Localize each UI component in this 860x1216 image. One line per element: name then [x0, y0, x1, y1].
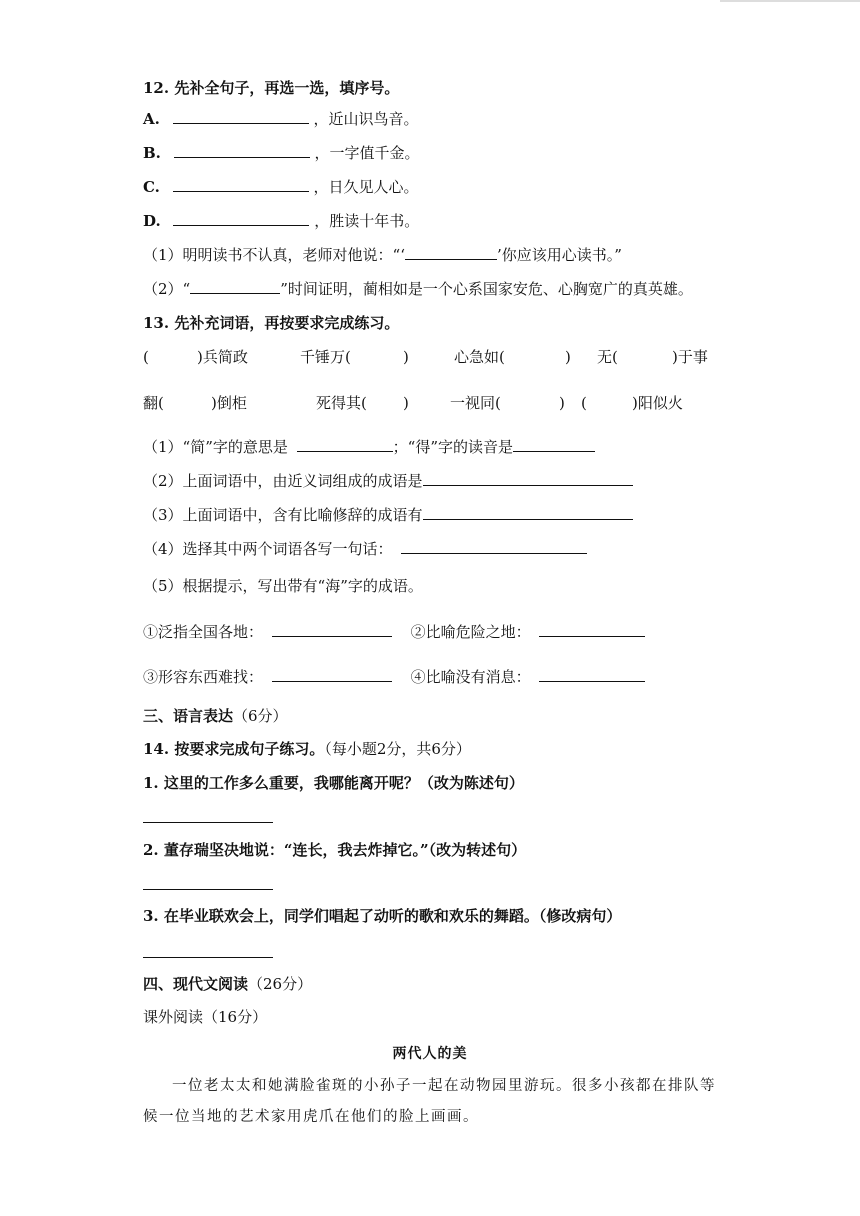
idiom-part: )兵简政: [197, 348, 248, 366]
answer-blank[interactable]: [513, 437, 595, 452]
q13-sub2-text: （2）上面词语中，由近义词组成的成语是: [143, 472, 423, 490]
q12-sub2: [143, 279, 693, 299]
q13-sub1: [143, 437, 595, 457]
answer-blank[interactable]: [423, 471, 633, 486]
q14-title: 14. 按要求完成句子练习。: [143, 740, 325, 758]
idiom-part: 无(: [597, 348, 618, 366]
answer-line[interactable]: [143, 957, 273, 958]
q13-hint-row-1: [143, 622, 645, 642]
story-title: 两代人的美: [392, 1046, 468, 1062]
q12-item-a: [143, 109, 418, 129]
q13-sub2: [143, 471, 633, 491]
q12-sub2-after: ”时间证明，蔺相如是一个心系国家安危、心胸宽广的真英雄。: [280, 280, 693, 298]
answer-blank[interactable]: [539, 622, 645, 637]
q12-item-label: C.: [143, 178, 160, 196]
q12-item-text: ，一字值千金。: [314, 144, 420, 162]
q14-sentence-2: 2. 董存瑞坚决地说：“连长，我去炸掉它。”（改为转述句）: [143, 841, 527, 859]
q12-item-label: A.: [143, 110, 160, 128]
idiom-part: 死得其(: [316, 394, 367, 412]
idiom-part: 翻(: [143, 394, 164, 412]
answer-blank[interactable]: [423, 505, 633, 520]
q12-sub2-before: （2）“: [143, 280, 191, 298]
hint-text: ②比喻危险之地：: [410, 623, 531, 641]
idiom-part: )阳似火: [632, 394, 683, 412]
q12-item-label: D.: [143, 212, 161, 230]
section4-subheading: 课外阅读（16分）: [143, 1008, 268, 1026]
idiom-part: (: [581, 394, 587, 412]
q12-title: 12. 先补全句子，再选一选，填序号。: [143, 79, 400, 97]
idiom-part: )倒柜: [211, 394, 247, 412]
q14-heading: [143, 739, 471, 759]
idiom-part: ): [559, 394, 565, 412]
q13-sub4-text: （4）选择其中两个词语各写一句话：: [143, 540, 393, 558]
section3-heading: [143, 706, 288, 726]
answer-blank[interactable]: [272, 667, 392, 682]
section3-title: 三、语言表达: [143, 707, 234, 725]
answer-blank[interactable]: [272, 622, 392, 637]
idiom-part: 心急如(: [454, 348, 505, 366]
answer-line[interactable]: [143, 822, 273, 823]
section4-heading: [143, 974, 312, 994]
answer-blank[interactable]: [173, 109, 309, 124]
section3-score: （6分）: [233, 707, 288, 725]
answer-blank[interactable]: [405, 245, 497, 260]
q13-sub5: （5）根据提示，写出带有“海”字的成语。: [143, 577, 423, 595]
q14-sentence-3: 3. 在毕业联欢会上，同学们唱起了动听的歌和欢乐的舞蹈。（修改病句）: [143, 907, 622, 925]
answer-blank[interactable]: [174, 143, 310, 158]
hint-text: ①泛指全国各地：: [143, 623, 264, 641]
idiom-part: ): [565, 348, 571, 366]
idiom-part: )于事: [672, 348, 708, 366]
q12-sub1-after: ’你应该用心读书。”: [496, 246, 622, 264]
q13-sub1a: （1）“简”字的意思是: [143, 438, 288, 456]
idiom-part: ): [403, 348, 409, 366]
answer-blank[interactable]: [173, 177, 309, 192]
q13-sub3-text: （3）上面词语中，含有比喻修辞的成语有: [143, 506, 423, 524]
idiom-part: 千锤万(: [300, 348, 351, 366]
q13-sub3: [143, 505, 633, 525]
section4-title: 四、现代文阅读: [143, 975, 249, 993]
q14-score: （每小题2分，共6分）: [324, 740, 471, 758]
scan-edge: [720, 0, 860, 2]
answer-line[interactable]: [143, 889, 273, 890]
idiom-part: ): [403, 394, 409, 412]
q13-hint-row-2: [143, 667, 645, 687]
q12-item-b: [143, 143, 419, 163]
section4-score: （26分）: [248, 975, 313, 993]
q13-sub4: [143, 539, 587, 559]
q12-item-text: ，日久见人心。: [313, 178, 419, 196]
answer-blank[interactable]: [190, 279, 280, 294]
answer-blank[interactable]: [173, 211, 309, 226]
idiom-part: 一视同(: [450, 394, 501, 412]
idiom-part: (: [143, 348, 149, 366]
q12-sub1: [143, 245, 622, 265]
q12-item-label: B.: [143, 144, 161, 162]
q12-item-d: [143, 211, 419, 231]
q13-title: 13. 先补充词语，再按要求完成练习。: [143, 314, 400, 332]
q12-item-text: ，胜读十年书。: [314, 212, 420, 230]
story-paragraph: 一位老太太和她满脸雀斑的小孙子一起在动物园里游玩。很多小孩都在排队等候一位当地的艺术家用虎爪在他们的脸上画画。: [143, 1078, 716, 1125]
q13-sub1b: ；“得”字的读音是: [392, 438, 514, 456]
hint-text: ④比喻没有消息：: [410, 668, 531, 686]
answer-blank[interactable]: [539, 667, 645, 682]
q14-sentence-1: 1. 这里的工作多么重要，我哪能离开呢？（改为陈述句）: [143, 774, 524, 792]
answer-blank[interactable]: [401, 539, 587, 554]
answer-blank[interactable]: [297, 437, 393, 452]
hint-text: ③形容东西难找：: [143, 668, 264, 686]
q12-item-c: [143, 177, 418, 197]
q12-item-text: ，近山识鸟音。: [313, 110, 419, 128]
q12-sub1-before: （1）明明读书不认真，老师对他说：“‘: [143, 246, 405, 264]
